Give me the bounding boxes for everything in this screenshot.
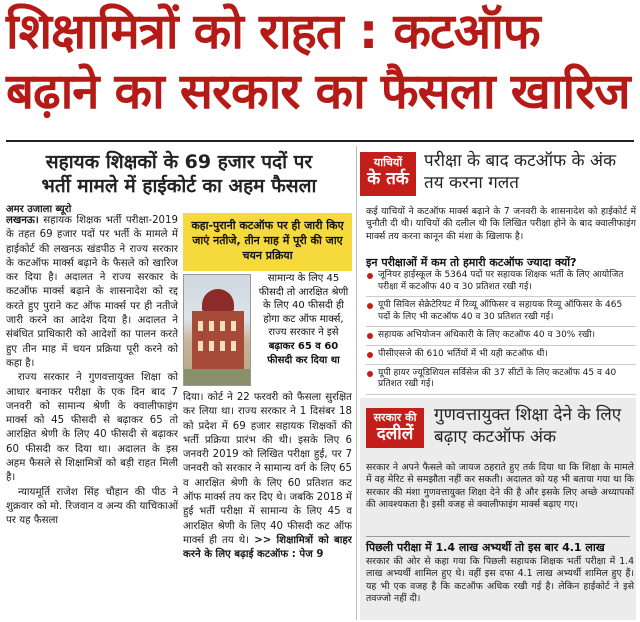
sub-headline-line-2: भर्ती मामले में हाईकोर्ट का अहम फैसला xyxy=(41,175,317,197)
main-headline xyxy=(6,2,634,122)
list-item: पीसीएसजे की 610 भर्तियों में भी यही कटऑफ थी। xyxy=(366,349,636,365)
section-2-subhead: पिछली परीक्षा में 1.4 लाख अभ्यर्थी तो इस बार 4.1 लाख xyxy=(366,541,605,554)
headline-line-2: बढ़ाने का सरकार का फैसला खारिज xyxy=(6,63,630,120)
highlight-box: कहा-पुरानी कटऑफ पर ही जारी किए जाएं नतीजे, तीन माह में पूरी की जाए चयन प्रक्रिया xyxy=(183,213,352,271)
petitioners-tag-big: के तर्क xyxy=(367,169,409,189)
section-1-intro: कई याचियों ने कटऑफ मार्क्स बढ़ाने के 7 जनवरी के शासनादेश को हाईकोर्ट में चुनौती दी थी। याचियों की दलील थी कि लिखित परीक्षा होने के बाद क्वालीफाइंग मार्क्स तय करना कानून की मंशा के खिलाफ है। xyxy=(366,206,636,242)
headline-rule xyxy=(6,140,634,142)
column-separator xyxy=(356,146,357,620)
photo-caption-normal: सामान्य के लिए 45 फीसदी तो आरक्षित श्रेणी के लिए 40 फीसदी ही होगा कट ऑफ मार्क्स, राज्य सरकार ने इसे xyxy=(258,273,349,339)
list-item: यूपी सिविल सेक्रेटेरियट में रिव्यू ऑफिसर व सहायक रिव्यू ऑफिसर के 465 पदों के लिए भी कटऑफ 40 व 30 प्रतिशत रखी गई। xyxy=(366,300,636,327)
section-1-question: इन परीक्षाओं में कम तो हमारी कटऑफ ज्यादा क्यों? xyxy=(366,256,577,269)
article-column-1 xyxy=(6,214,178,622)
paragraph-1 xyxy=(6,214,178,371)
section-1-title: परीक्षा के बाद कटऑफ के अंक तय करना गलत xyxy=(424,151,617,193)
section-2-title: गुणवत्तायुक्त शिक्षा देने के लिए बढ़ाए कटऑफ अंक xyxy=(434,405,622,447)
list-item: जूनियर हाईस्कूल के 5364 पदों पर सहायक शिक्षक भर्ती के लिए आयोजित परीक्षा में कटऑफ 40 व 30 प्रतिशत रखी गई। xyxy=(366,270,636,297)
article-column-2 xyxy=(183,391,352,622)
byline: अमर उजाला ब्यूरो xyxy=(6,204,72,215)
column-2-body: दिया। कोर्ट ने 22 फरवरी को फैसला सुरक्षित कर लिया था। राज्य सरकार ने 1 दिसंबर 18 को प्रदेश में 69 हजार सहायक शिक्षकों की भर्ती प्रक्रिया प्रारंभ की थी। इसके लिए 6 जनवरी 2019 को लिखित परीक्षा हुई, पर 7 जनवरी को सरकार ने सामान्य वर्ग के लिए 65 व आरक्षित श्रेणी के लिए 60 प्रतिशत कट ऑफ मार्क्स तय कर दिए थे। जबकि 2018 में हुई भर्ती परीक्षा में सामान्य के लिए 45 व आरक्षित श्रेणी के लिए 40 फीसदी कट ऑफ मार्क्स ही तय थे। xyxy=(183,392,352,546)
headline-line-1: शिक्षामित्रों को राहत : कटऑफ xyxy=(6,3,540,60)
section-2-paragraph-2: सरकार की ओर से कहा गया कि पिछली सहायक शिक्षक भर्ती परीक्षा में 1.4 लाख अभ्यर्थी शामिल हुए थे। वहीं इस दफा 4.1 लाख अभ्यर्थी शामिल हुए हैं। यह भी एक वजह है कि कटऑफ अधिक रखी गई है। लेकिन हाईकोर्ट ने इसे तवज्जो नहीं दी। xyxy=(366,556,634,605)
section-2-divider xyxy=(366,536,630,537)
photo-caption xyxy=(255,272,352,367)
petitioners-tag-small: याचियों xyxy=(373,156,403,169)
government-tag xyxy=(366,408,424,448)
continued-jump: >> शिक्षामित्रों को बाहर करने के लिए बढ़ाई कटऑफ : पेज 9 xyxy=(183,534,352,561)
court-building-photo xyxy=(183,274,251,386)
petitioners-tag xyxy=(360,152,416,196)
paragraph-2: राज्य सरकार ने गुणवत्तायुक्त शिक्षा को आधार बनाकर परीक्षा के एक दिन बाद 7 जनवरी को सामान्य श्रेणी के क्वालीफाइंग मार्क्स को 45 फीसदी से बढ़ाकर 65 तो आरक्षित श्रेणी के लिए 40 फीसदी से बढ़ाकर 60 फीसदी कर दिया था। अदालत के इस अहम फैसले से शिक्षामित्रों को बड़ी राहत मिली है। xyxy=(6,372,178,484)
cutoff-comparison-list xyxy=(366,270,636,398)
list-item: यूपी हायर ज्यूडिशियल सर्विसेज की 37 सीटों के लिए कटऑफ 45 व 40 प्रतिशत रखी गई। xyxy=(366,368,636,395)
government-tag-small: सरकार की xyxy=(373,411,417,424)
government-tag-big: दलीलें xyxy=(376,424,414,444)
photo-caption-bold: बढ़ाकर 65 व 60 फीसदी कर दिया था xyxy=(267,340,340,366)
section-2-paragraph-1: सरकार ने अपने फैसले को जायज ठहराते हुए तर्क दिया था कि शिक्षा के मामले में वह मेरिट से समझौता नहीं कर सकती। अदालत को यह भी बताया गया था कि सरकार की मंशा गुणवत्तायुक्त शिक्षा देने की है और इसके लिए अच्छे अध्यापकों की आवश्यकता है। इसी वजह से क्वालीफाइंग मार्क्स बढ़ाए गए। xyxy=(366,462,634,511)
sub-headline xyxy=(6,150,352,198)
dateline: लखनऊ। xyxy=(6,215,39,226)
list-item: सहायक अभियोजन अधिकारी के लिए कटऑफ 40 व 30% रखी। xyxy=(366,330,636,346)
paragraph-1-text: सहायक शिक्षक भर्ती परीक्षा-2019 के तहत 69 हजार पदों पर भर्ती के मामले में हाईकोर्ट की लखनऊ खंडपीठ ने राज्य सरकार के कटऑफ मार्क्स बढ़ाने के फैसले को खारिज कर दिया है। अदालत ने राज्य सरकार के कटऑफ मार्क्स बढ़ाने के शासनादेश को रद्द करते हुए पुराने कट ऑफ मार्क्स पर ही नतीजे जारी करने का आदेश दिया है। अदालत ने संबंधित प्राधिकारी को आदेशों का पालन करते हुए तीन माह में चयन प्रक्रिया पूरी करने को कहा है। xyxy=(6,215,178,369)
sub-headline-line-1: सहायक शिक्षकों के 69 हजार पदों पर xyxy=(45,151,313,173)
paragraph-3: न्यायमूर्ति राजेश सिंह चौहान की पीठ ने शुक्रवार को मो. रिजवान व अन्य की याचिकाओं पर यह फैसला xyxy=(6,486,178,527)
column-2-text xyxy=(183,391,352,563)
